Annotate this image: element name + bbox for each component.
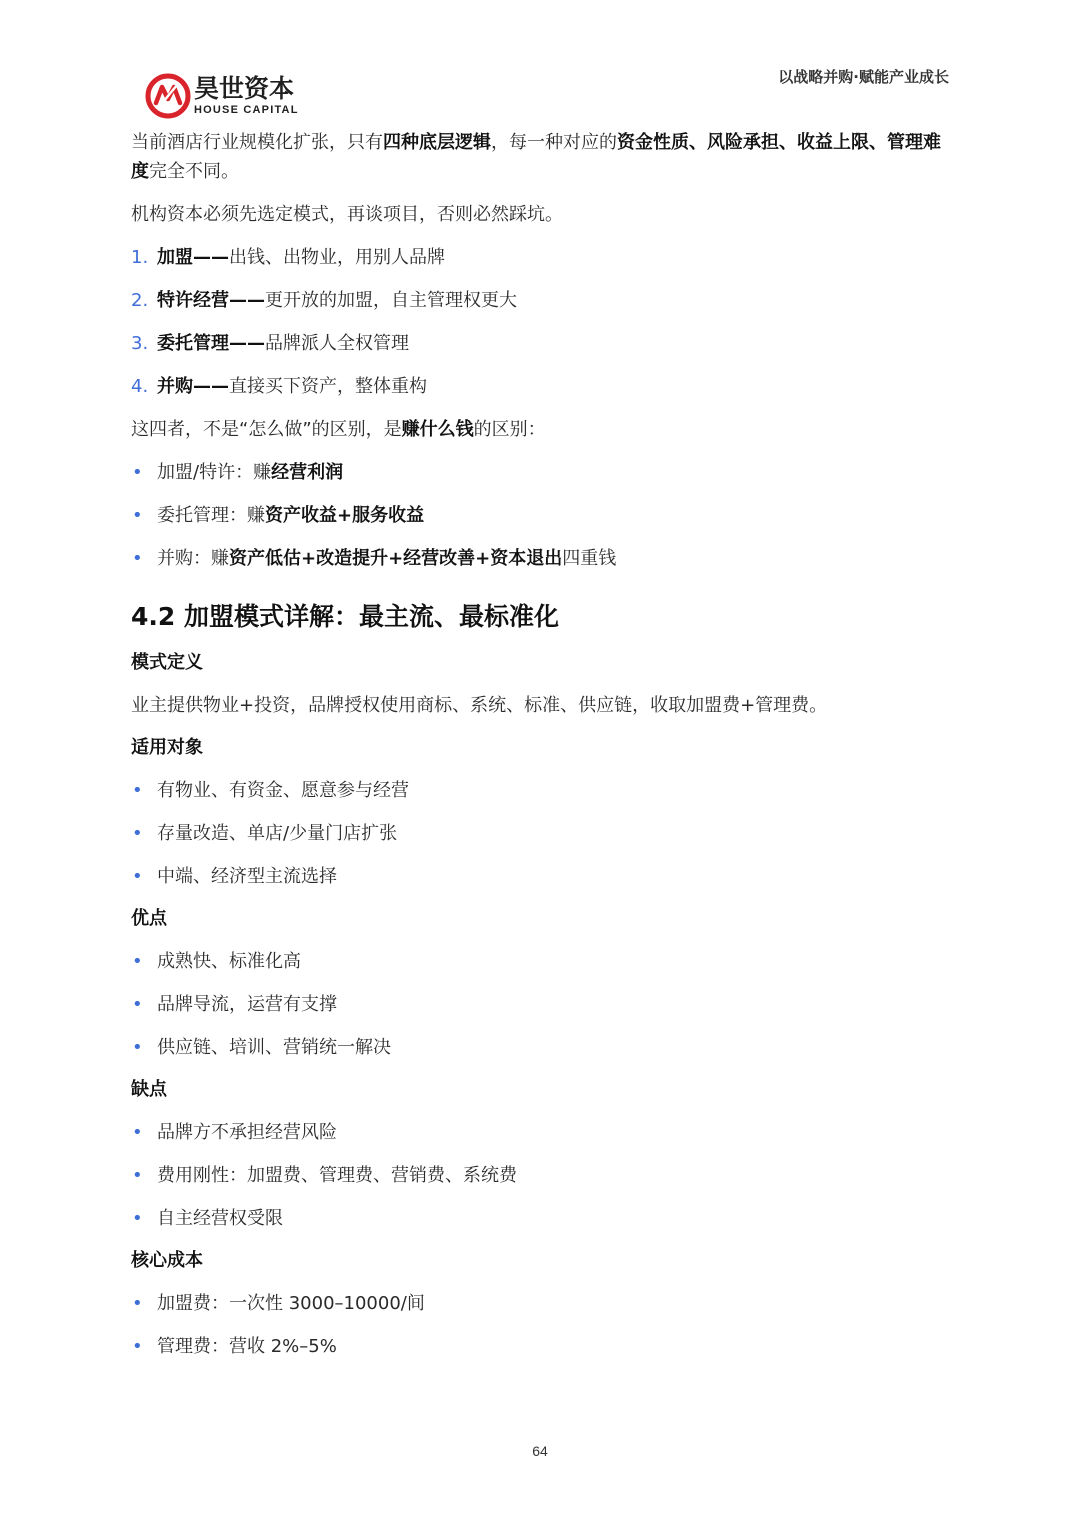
list-item: • 品牌方不承担经营风险 <box>131 1118 951 1147</box>
list-item: • 成熟快、标准化高 <box>131 947 951 976</box>
bullet-icon: • <box>132 1293 143 1314</box>
list-item: 1. 加盟——出钱、出物业，用别人品牌 <box>131 247 445 268</box>
list-item: • 管理费：营收 2%–5% <box>131 1332 951 1361</box>
list-item: • 费用刚性：加盟费、管理费、营销费、系统费 <box>131 1161 951 1190</box>
page-header <box>0 0 1080 125</box>
list-item: • 中端、经济型主流选择 <box>131 862 951 891</box>
bullet-icon: • <box>132 1165 143 1186</box>
bullet-icon: • <box>132 505 143 526</box>
logo-chinese-name: 昊世资本 <box>194 74 295 103</box>
bullet-icon: • <box>132 994 143 1015</box>
bullet-icon: • <box>132 1336 143 1357</box>
bullet-icon: • <box>132 1208 143 1229</box>
logo-english-name: HOUSE CAPITAL <box>194 104 299 116</box>
list-item: • 加盟/特许：赚经营利润 <box>131 458 951 487</box>
bullet-icon: • <box>132 780 143 801</box>
header-slogan: 以战略并购·赋能产业成长 <box>778 68 949 86</box>
bullet-icon: • <box>132 823 143 844</box>
section-heading: 4.2 加盟模式详解：最主流、最标准化 <box>131 602 559 631</box>
page-content <box>131 128 951 1361</box>
bullet-icon: • <box>132 462 143 483</box>
subheading-target: 适用对象 <box>131 737 203 758</box>
subheading-pros: 优点 <box>131 908 167 929</box>
intro-paragraph: 当前酒店行业规模化扩张，只有四种底层逻辑，每一种对应的资金性质、风险承担、收益上限、管理难度完全不同。 <box>131 132 941 182</box>
subheading-definition: 模式定义 <box>131 652 203 673</box>
intro-paragraph-2: 机构资本必须先选定模式，再谈项目，否则必然踩坑。 <box>131 204 563 225</box>
bullet-icon: • <box>132 1122 143 1143</box>
list-item: • 加盟费：一次性 3000–10000/间 <box>131 1289 951 1318</box>
list-item: • 供应链、培训、营销统一解决 <box>131 1033 951 1062</box>
logo <box>145 70 315 122</box>
list-item: • 委托管理：赚资产收益+服务收益 <box>131 501 951 530</box>
list-item: • 有物业、有资金、愿意参与经营 <box>131 776 951 805</box>
list-item: 4. 并购——直接买下资产，整体重构 <box>131 376 427 397</box>
page-number: 64 <box>532 1443 548 1459</box>
bullet-icon: • <box>132 866 143 887</box>
difference-paragraph: 这四者，不是“怎么做”的区别，是赚什么钱的区别： <box>131 419 546 440</box>
list-item: • 品牌导流，运营有支撑 <box>131 990 951 1019</box>
list-item: 3. 委托管理——品牌派人全权管理 <box>131 333 409 354</box>
definition-text: 业主提供物业+投资，品牌授权使用商标、系统、标准、供应链，收取加盟费+管理费。 <box>131 695 828 716</box>
list-item: 2. 特许经营——更开放的加盟，自主管理权更大 <box>131 290 517 311</box>
house-capital-logo-icon <box>145 73 191 119</box>
subheading-cons: 缺点 <box>131 1079 167 1100</box>
bullet-icon: • <box>132 951 143 972</box>
list-item: • 存量改造、单店/少量门店扩张 <box>131 819 951 848</box>
subheading-cost: 核心成本 <box>131 1250 203 1271</box>
list-item: • 并购：赚资产低估+改造提升+经营改善+资本退出四重钱 <box>131 544 951 573</box>
bullet-icon: • <box>132 1037 143 1058</box>
list-item: • 自主经营权受限 <box>131 1204 951 1233</box>
bullet-icon: • <box>132 548 143 569</box>
